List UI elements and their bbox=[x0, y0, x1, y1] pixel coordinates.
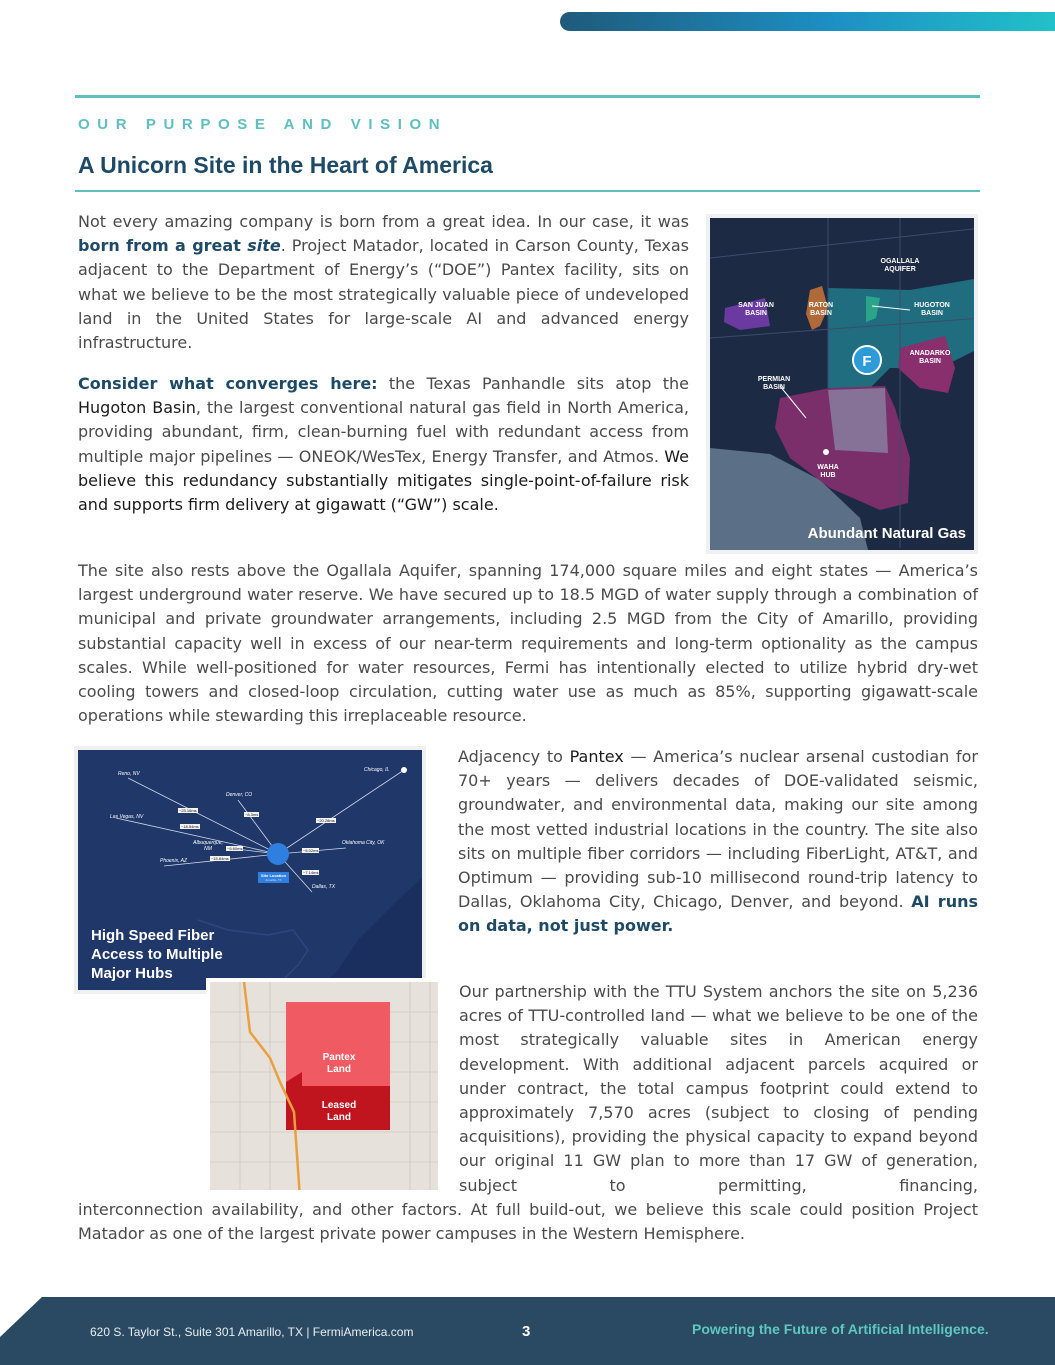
fiber-caption-line-3: Major Hubs bbox=[91, 965, 173, 982]
ttu-paragraph-continued bbox=[78, 1198, 978, 1246]
city-chicago: Chicago, IL bbox=[364, 767, 390, 773]
leased-label-line-2: Land bbox=[327, 1112, 351, 1123]
fiber-caption-line-1: High Speed Fiber bbox=[91, 927, 215, 944]
intro-text-1: Not every amazing company is born from a great idea. In our case, it was bbox=[78, 212, 689, 231]
latency-dallas: ~7.14ms bbox=[303, 870, 319, 875]
intro-bold bbox=[78, 236, 281, 255]
title-divider bbox=[75, 190, 980, 192]
label-hugoton: HUGOTON BASIN bbox=[914, 302, 950, 317]
section-kicker: OUR PURPOSE AND VISION bbox=[78, 116, 448, 133]
converges-paragraph bbox=[78, 372, 689, 517]
intro-bold-text: born from a great bbox=[78, 236, 248, 256]
land-map-graphic bbox=[210, 982, 442, 1194]
fiber-map-caption bbox=[91, 926, 223, 983]
aquifer-paragraph bbox=[78, 559, 978, 728]
label-ogallala: OGALLALA AQUIFER bbox=[880, 258, 920, 273]
intro-paragraph bbox=[78, 210, 689, 355]
pantex-label-line-2: Land bbox=[327, 1064, 351, 1075]
city-las-vegas: Las Vegas, NV bbox=[110, 814, 144, 820]
latency-chicago: ~20.28ms bbox=[317, 818, 335, 823]
pantex-link-text: Pantex bbox=[569, 747, 624, 766]
intro-bold-italic: site bbox=[247, 236, 281, 256]
latency-albuquerque: ~5.60ms bbox=[227, 846, 243, 851]
natural-gas-map bbox=[706, 214, 978, 554]
site-location-sub: Amarillo, TX bbox=[265, 878, 282, 882]
label-san-juan: SAN JUAN BASIN bbox=[738, 302, 774, 317]
label-raton: RATON BASIN bbox=[808, 302, 834, 317]
converges-lead: Consider what converges here: bbox=[78, 374, 378, 393]
pantex-bold: AI runs on data, not just power. bbox=[458, 892, 978, 936]
latency-reno: ~23.16ms bbox=[179, 808, 197, 813]
site-location-tag bbox=[258, 872, 289, 883]
pantex-text-1: Adjacency to bbox=[458, 747, 570, 766]
texas-highlight bbox=[828, 388, 888, 453]
page-title: A Unicorn Site in the Heart of America bbox=[78, 152, 493, 178]
city-denver: Denver, CO bbox=[226, 792, 253, 798]
fermi-logo-letter: F bbox=[862, 353, 872, 370]
pantex-land-label bbox=[314, 1052, 364, 1076]
intro-text-2: . Project Matador, located in Carson County, Texas adjacent to the Department of Energy’s (“DOE”) Pantex facility, sits on what we believe to be the most strategically valuable piece of undeveloped land in the United States for large-scale AI and advanced energy infrastructure. bbox=[78, 236, 689, 353]
page-number: 3 bbox=[522, 1323, 531, 1340]
label-waha: WAHA HUB bbox=[817, 464, 839, 479]
converges-text-1: the Texas Panhandle sits atop the bbox=[377, 374, 689, 393]
header-accent-bar bbox=[560, 12, 1055, 31]
latency-phoenix: ~15.84ms bbox=[211, 856, 229, 861]
waha-hub-marker bbox=[823, 449, 829, 455]
city-oklahoma-city: Oklahoma City, OK bbox=[342, 840, 385, 846]
pantex-text-2: — America’s nuclear arsenal custodian for 70+ years — delivers decades of DOE-validated seismic, groundwater, and environmental data, making our site among the most vetted industrial locations in the country. The site also sits on multiple fiber corridors — including FiberLight, AT&T, and Optimum — providing sub-10 millisecond round-trip latency to Dallas, Oklahoma City, Chicago, Denver, and beyond. bbox=[458, 747, 978, 912]
leased-label-line-1: Leased bbox=[321, 1100, 357, 1111]
fiber-network-map bbox=[74, 746, 426, 994]
pantex-paragraph bbox=[458, 745, 978, 939]
chicago-dot bbox=[401, 767, 407, 773]
footer-address: 620 S. Taylor St., Suite 301 Amarillo, TX | FermiAmerica.com bbox=[90, 1325, 414, 1339]
site-location-marker bbox=[267, 843, 289, 865]
land-parcel-map bbox=[206, 978, 442, 1194]
label-permian: PERMIAN BASIN bbox=[757, 376, 791, 391]
latency-oklahoma-city: ~5.02ms bbox=[303, 848, 319, 853]
footer-tagline: Powering the Future of Artificial Intelligence. bbox=[692, 1321, 989, 1337]
leased-land-label bbox=[312, 1100, 366, 1124]
city-reno: Reno, NV bbox=[118, 771, 140, 777]
site-location-label: Site Location bbox=[261, 873, 287, 878]
top-divider bbox=[75, 95, 980, 98]
aquifer-text: The site also rests above the Ogallala Aquifer, spanning 174,000 square miles and eight states — America’s largest underground water reserve. We have secured up to 18.5 MGD of water supply through a combination of municipal and private groundwater arrangements, including 2.5 MGD from the City of Amarillo, providing substantial capacity well in excess of our near-term requirements and long-term optionality as the campus scales. While well-positioned for water resources, Fermi has intentionally elected to utilize hybrid dry-wet cooling towers and closed-loop circulation, cutting water use as much as 85%, supporting gigawatt-scale operations while stewarding this irreplaceable resource. bbox=[78, 561, 978, 726]
latency-denver: ~8.3ms bbox=[245, 812, 259, 817]
hugoton-link-text: Hugoton Basin bbox=[78, 398, 196, 418]
city-phoenix: Phoenix, AZ bbox=[160, 858, 188, 864]
converges-text-2: , the largest conventional natural gas field in North America, providing abundant, firm, clean-burning fuel with redundant access from multiple major pipelines — ONEOK/WesTex, Energy Transfer, and Atmos. bbox=[78, 398, 690, 466]
ttu-paragraph bbox=[459, 980, 978, 1198]
city-albuquerque: Albuquerque, NM bbox=[193, 840, 223, 852]
ttu-text-1: Our partnership with the TTU System anchors the site on 5,236 acres of TTU-controlled land — what we believe to be one of the most strategically valuable sites in American energy development. With additional adjacent parcels acquired or under contract, the total campus footprint could extend to approximately 7,570 acres (subject to closing of pending acquisitions), providing the physical capacity to expand beyond our original 11 GW plan to more than 17 GW of generation, subject to permitting, financing, bbox=[459, 982, 978, 1195]
ttu-text-2: interconnection availability, and other factors. At full build-out, we believe this scale could position Project Matador as one of the largest private power campuses in the Western Hemisphere. bbox=[78, 1200, 978, 1244]
fiber-caption-line-2: Access to Multiple bbox=[91, 946, 223, 963]
city-dallas: Dallas, TX bbox=[312, 884, 336, 890]
pantex-label-line-1: Pantex bbox=[322, 1052, 356, 1063]
latency-las-vegas: ~18.54ms bbox=[181, 824, 199, 829]
label-anadarko: ANADARKO BASIN bbox=[909, 350, 951, 365]
gas-map-caption: Abundant Natural Gas bbox=[807, 525, 966, 542]
converges-text-3: We believe this redundancy substantially mitigates single-point-of-failure risk and supports firm delivery at gigawatt (“GW”) scale. bbox=[78, 446, 689, 515]
